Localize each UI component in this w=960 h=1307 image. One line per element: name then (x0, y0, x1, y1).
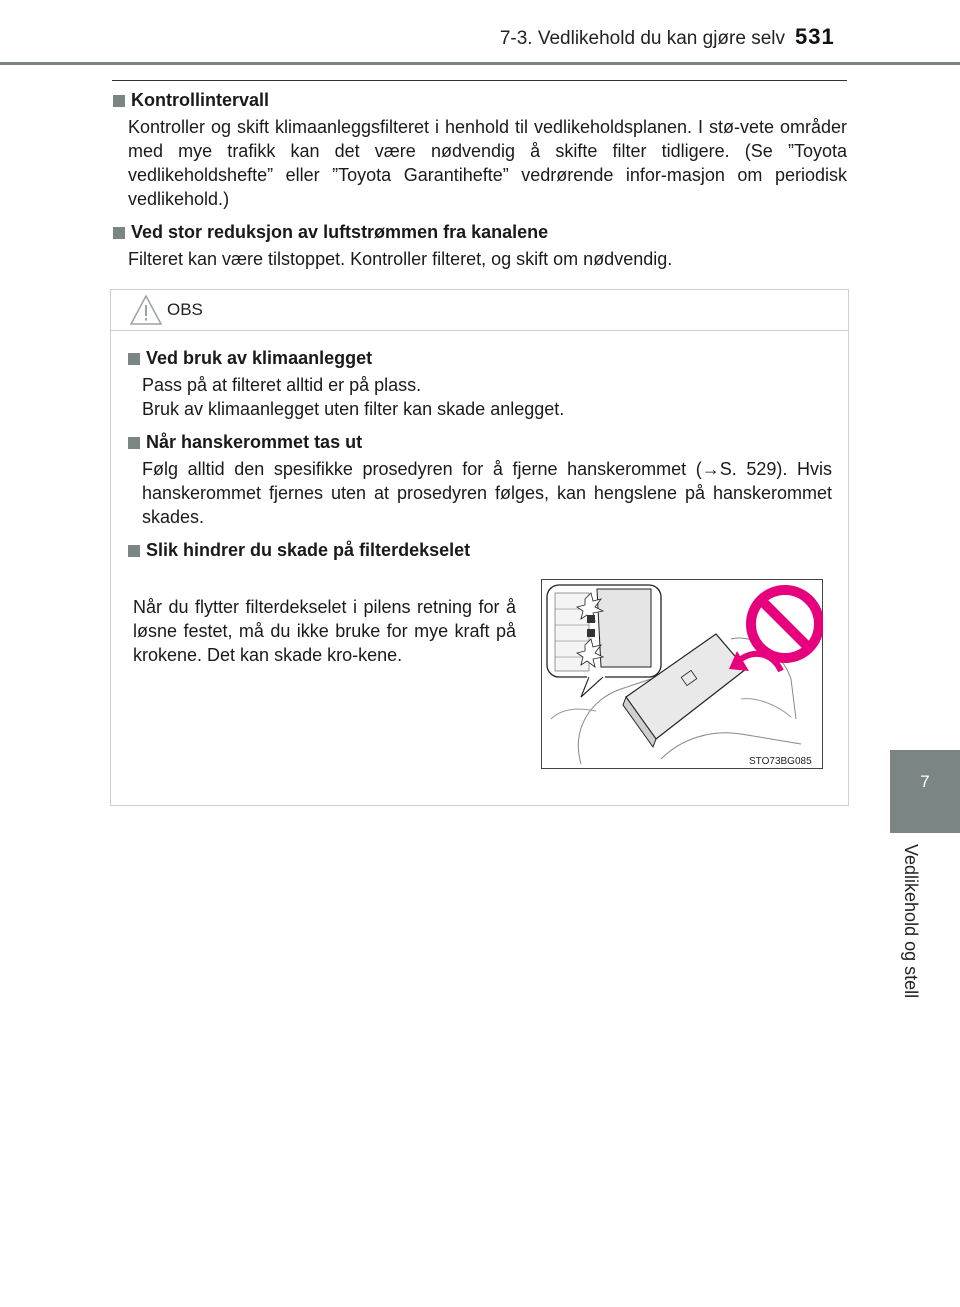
notice-box (110, 289, 849, 806)
bullet-square-icon (113, 227, 125, 239)
section-title: Kontrollintervall (131, 90, 270, 110)
notice-item-body: Pass på at filteret alltid er på plass. Bruk av klimaanlegget uten filter kan skade anlegget. (142, 375, 565, 419)
warning-triangle-icon (129, 294, 163, 326)
notice-item-title: Når hanskerommet tas ut (146, 432, 363, 452)
section-body: Filteret kan være tilstoppet. Kontroller filteret, og skift om nødvendig. (128, 249, 673, 269)
notice-label: OBS (167, 300, 203, 319)
filter-cover-illustration (541, 579, 823, 769)
chapter-tab[interactable] (890, 750, 960, 833)
section-body: Kontroller og skift klimaanleggsfilteret i henhold til vedlikeholdsplanen. I stø-vete områder med mye trafikk kan det være nødvendig å skifte filter tidligere. (Se ”Toyota vedlikeholdshefte” eller ”Toyota Garantihefte” vedrørende infor-masjon om periodisk vedlikehold.) (128, 117, 847, 209)
notice-body (127, 348, 832, 561)
notice-header (111, 290, 848, 331)
notice-item-title: Slik hindrer du skade på filterdekselet (146, 540, 471, 560)
chapter-title-vertical: Vedlikehold og stell (901, 844, 921, 999)
bullet-square-icon (128, 353, 140, 365)
section-kontrollintervall (112, 90, 847, 211)
notice-item (127, 348, 832, 421)
header-section-title: 7-3. Vedlikehold du kan gjøre selv (499, 28, 785, 49)
section-heading (112, 90, 847, 111)
notice-item-heading (127, 540, 832, 561)
notice-item (127, 540, 832, 561)
illustration-code: STO73BG085 (749, 756, 812, 767)
section-title: Ved stor reduksjon av luftstrømmen fra kanalene (131, 222, 549, 242)
chapter-number: 7 (920, 772, 930, 791)
section-luftstrom (112, 222, 847, 271)
notice-item-heading (127, 348, 832, 369)
header-thin-rule (112, 80, 847, 81)
notice-item-body: Når du flytter filterdekselet i pilens retning for å løsne festet, må du ikke bruke for mye kraft på krokene. Det kan skade kro-kene. (133, 597, 516, 665)
main-content (112, 90, 847, 271)
page-number: 531 (795, 24, 835, 49)
notice-item-heading (127, 432, 832, 453)
section-heading (112, 222, 847, 243)
bullet-square-icon (128, 545, 140, 557)
bullet-square-icon (113, 95, 125, 107)
notice-item-title: Ved bruk av klimaanlegget (146, 348, 373, 368)
notice-item (127, 432, 832, 529)
bullet-square-icon (128, 437, 140, 449)
header-rule (0, 62, 960, 65)
notice-item-body: Følg alltid den spesifikke prosedyren for å fjerne hanskerommet (→S. 529). Hvis hanskerommet fjernes uten at prosedyren følges, kan hengslene på hanskerommet skades. (142, 459, 832, 527)
